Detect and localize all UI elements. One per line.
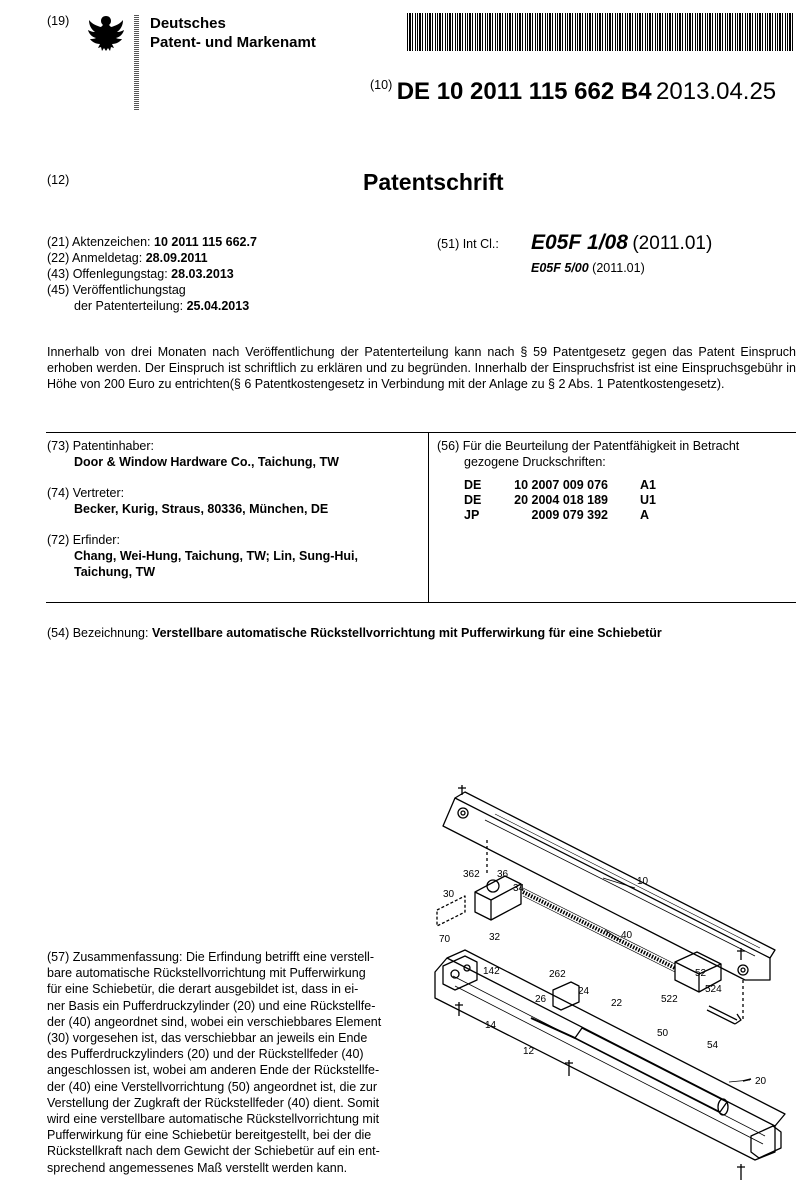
- publication-line: [370, 78, 776, 106]
- citations-table: [464, 478, 656, 523]
- fig-label-522: 522: [661, 994, 678, 1005]
- margin-stripe: [134, 14, 139, 110]
- cite-kind: A1: [640, 478, 656, 492]
- table-row: [464, 493, 656, 508]
- abstract-line: Rückstellkraft nach dem Gewicht der Schiebetür auf ein ent-: [47, 1144, 380, 1159]
- abstract-line: Verstellung der Zugkraft der Rückstellfeder (40) dient. Somit: [47, 1095, 380, 1110]
- fig-label-32: 32: [489, 932, 501, 943]
- abstract-line: für eine Schiebetür, die derart ausgebildet ist, dass in ei-: [47, 982, 359, 997]
- abstract-line: (57) Zusammenfassung: Die Erfindung betrifft eine verstell-: [47, 950, 375, 964]
- ipc1-year: (2011.01): [632, 233, 713, 254]
- f72-value1: Chang, Wei-Hung, Taichung, TW; Lin, Sung-Hui,: [74, 549, 358, 563]
- fig-label-524: 524: [705, 984, 722, 995]
- base-rail: [435, 958, 775, 1160]
- f45-label1: (45) Veröffentlichungstag: [47, 283, 186, 297]
- abstract-line: ner Basis ein Pufferdruckzylinder (20) und eine Rückstellfe-: [47, 998, 376, 1013]
- f73-value: Door & Window Hardware Co., Taichung, TW: [74, 455, 339, 469]
- rule-bottom: [46, 602, 796, 603]
- cite-kind: A: [640, 508, 650, 522]
- f56-label2: gezogene Druckschriften:: [464, 455, 606, 469]
- cite-number: 2009 079 392: [531, 508, 608, 522]
- abstract-line: des Pufferdruckzylinders (20) und der Rückstellfeder (40): [47, 1047, 364, 1062]
- barcode: [407, 13, 794, 51]
- abstract-line: sprechend angemessenes Maß verstellt werden kann.: [47, 1160, 348, 1175]
- ipc2-year: (2011.01): [592, 261, 645, 275]
- ipc-secondary: [531, 260, 645, 276]
- spring: [523, 892, 675, 968]
- fig-label-52: 52: [695, 968, 707, 979]
- office-name-line1: Deutsches: [150, 15, 226, 32]
- f43-label: (43) Offenlegungstag:: [47, 267, 168, 281]
- cite-cc: JP: [464, 508, 480, 522]
- fig-label-22: 22: [611, 998, 623, 1009]
- publication-date: 2013.04.25: [656, 78, 777, 105]
- fig-label-26: 26: [535, 994, 547, 1005]
- fig-label-142: 142: [483, 966, 500, 977]
- f43-value: 28.03.2013: [171, 267, 234, 281]
- abstract-line: der (40) angeordnet sind, wobei ein verschiebbares Element: [47, 1014, 382, 1029]
- f45-value: 25.04.2013: [186, 299, 250, 313]
- f73-label: (73) Patentinhaber:: [47, 439, 155, 453]
- abstract-line: der (40) eine Verstellvorrichtung (50) angeordnet ist, die zur: [47, 1079, 378, 1094]
- fig-label-20: 20: [755, 1076, 767, 1087]
- f74-label: (74) Vertreter:: [47, 486, 125, 500]
- fig-label-24: 24: [578, 986, 590, 997]
- rule-vertical: [428, 432, 429, 602]
- cite-cc: DE: [464, 493, 482, 507]
- fig-label-70: 70: [439, 934, 451, 945]
- top-rail: [443, 798, 770, 980]
- cite-cc: DE: [464, 478, 482, 492]
- f54-value: Verstellbare automatische Rückstellvorrichtung mit Pufferwirkung für eine Schiebetür: [151, 626, 662, 640]
- f72-label: (72) Erfinder:: [47, 533, 120, 547]
- abstract-line: wird eine verstellbare automatische Rückstellvorrichtung mit: [47, 1112, 380, 1127]
- abstract-line: angeschlossen ist, wobei am anderen Ende der Rückstellfe-: [47, 1063, 380, 1078]
- f72-value2: Taichung, TW: [74, 565, 156, 579]
- f21-value: 10 2011 115 662.7: [154, 235, 257, 249]
- cite-number: 20 2004 018 189: [514, 493, 608, 507]
- f45-label2: der Patenterteilung:: [74, 299, 184, 313]
- fig-label-34: 34: [513, 883, 525, 894]
- patent-drawing: [425, 780, 805, 1190]
- fig-label-50: 50: [657, 1028, 669, 1039]
- damper-cylinder: [575, 1028, 727, 1112]
- bib-left: [47, 234, 257, 314]
- block-70: [437, 896, 465, 926]
- parties-block: [47, 438, 422, 580]
- f22-label: (22) Anmeldetag:: [47, 251, 143, 265]
- abstract-line: bare automatische Rückstellvorrichtung mit Pufferwirkung: [47, 966, 366, 981]
- fig-label-40: 40: [621, 930, 633, 941]
- fig-label-30: 30: [443, 889, 455, 900]
- table-row: [464, 478, 656, 493]
- inid-12: (12): [47, 173, 70, 187]
- title-field: [47, 625, 797, 641]
- fig-label-262: 262: [549, 969, 566, 980]
- cite-number: 10 2007 009 076: [514, 478, 608, 492]
- f54-label: (54) Bezeichnung:: [47, 626, 149, 640]
- abstract-line: Pufferwirkung für eine Schiebetür bereitgestellt, bei der die: [47, 1128, 372, 1143]
- inid-19: (19): [47, 14, 70, 28]
- federal-eagle-logo: [86, 12, 126, 58]
- fig-label-14: 14: [485, 1020, 497, 1031]
- cite-kind: U1: [640, 493, 656, 507]
- citations-block: [437, 438, 797, 523]
- fig-label-10: 10: [637, 876, 649, 887]
- f22-value: 28.09.2011: [145, 251, 208, 265]
- abstract: [47, 949, 419, 1176]
- f21-label: (21) Aktenzeichen:: [47, 235, 151, 249]
- rule-top: [46, 432, 796, 433]
- fig-label-54: 54: [707, 1040, 719, 1051]
- opposition-notice: Innerhalb von drei Monaten nach Veröffentlichung der Patenterteilung kann nach § 59 Patentgesetz gegen das Patent Einspruch erhoben werden. Der Einspruch ist schriftlich zu erklären und zu begründen. Innerhalb der Einspruchsfrist ist eine Einspruchsgebühr in Höhe von 200 Euro zu entrichten(§ 6 Patentkostengesetz in Verbindung mit der Anlage zu § 2 Abs. 1 Patentkostengesetz).: [47, 345, 796, 391]
- inid-10: (10): [370, 78, 393, 92]
- publication-number: DE 10 2011 115 662 B4: [396, 78, 652, 105]
- f56-label1: (56) Für die Beurteilung der Patentfähigkeit in Betracht: [437, 439, 740, 453]
- ipc-main: [531, 231, 712, 255]
- office-name: [150, 14, 316, 52]
- ipc2-code: E05F 5/00: [531, 261, 589, 275]
- office-name-line2: Patent- und Markenamt: [150, 34, 316, 51]
- document-type-title: Patentschrift: [363, 169, 504, 195]
- table-row: [464, 508, 656, 523]
- fig-label-362: 362: [463, 869, 480, 880]
- ipc1-code: E05F 1/08: [531, 231, 628, 254]
- abstract-line: (30) vorgesehen ist, das verschiebbar an jeweils ein Ende: [47, 1031, 368, 1046]
- f51-label: (51) Int Cl.:: [437, 237, 499, 251]
- fig-label-36: 36: [497, 869, 509, 880]
- fig-label-12: 12: [523, 1046, 535, 1057]
- f74-value: Becker, Kurig, Straus, 80336, München, DE: [74, 502, 329, 516]
